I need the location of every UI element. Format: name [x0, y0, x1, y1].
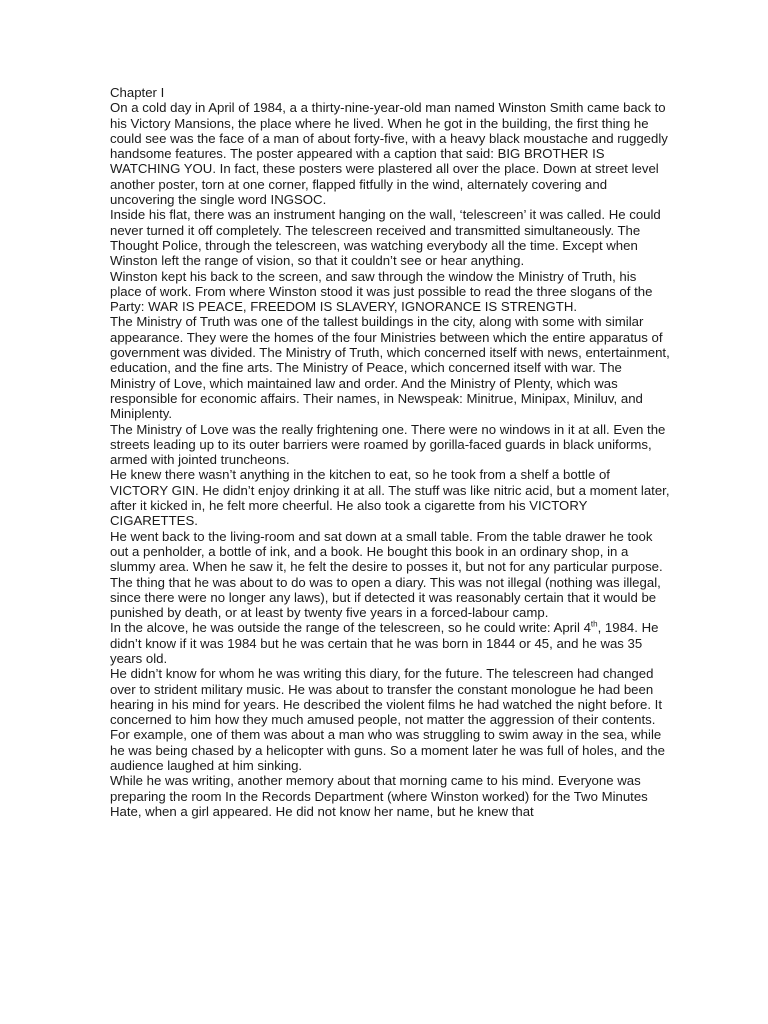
paragraph-8: The thing that he was about to do was to open a diary. This was not illegal (nothing was illegal, since there were no longer any laws), but if detected it was reasonably certain that it would be punished by death, or at least by twenty five years in a forced-labour camp.	[110, 574, 661, 621]
paragraph-2: Inside his flat, there was an instrument hanging on the wall, ‘telescreen’ it was called. He could never turned it off completely. The telescreen received and transmitted simultaneously. The Thought Police, through the telescreen, was watching everybody all the time. Except when Winston left the range of vision, so that it couldn’t see or hear anything.	[110, 207, 661, 269]
document-body	[110, 85, 670, 819]
ordinal-suffix: th	[590, 620, 598, 629]
paragraph-3: Winston kept his back to the screen, and saw through the window the Ministry of Truth, his place of work. From where Winston stood it was just possible to read the three slogans of the Party: WAR IS PEACE, FREEDOM IS SLAVERY, IGNORANCE IS STRENGTH.	[110, 268, 653, 315]
chapter-title: Chapter I	[110, 85, 165, 100]
paragraph-5: The Ministry of Love was the really frightening one. There were no windows in it at all. Even the streets leading up to its outer barriers were roamed by gorilla-faced guards in black uniforms, armed with jointed truncheons.	[110, 421, 666, 468]
paragraph-10: He didn’t know for whom he was writing this diary, for the future. The telescreen had changed over to strident military music. He was about to transfer the constant monologue he had been hearing in his mind for years. He described the violent films he had watched the night before. It concerned to him how they much amused people, not matter the aggression of their contents. For example, one of them was about a man who was struggling to swim away in the sea, while he was being chased by a helicopter with guns. So a moment later he was full of holes, and the audience laughed at him sinking.	[110, 666, 665, 774]
paragraph-4: The Ministry of Truth was one of the tallest buildings in the city, along with some with similar appearance. They were the homes of the four Ministries between which the entire apparatus of government was divided. The Ministry of Truth, which concerned itself with news, entertainment, education, and the fine arts. The Ministry of Peace, which concerned itself with war. The Ministry of Love, which maintained law and order. And the Ministry of Plenty, which was responsible for economic affairs. Their names, in Newspeak: Minitrue, Minipax, Miniluv, and Miniplenty.	[110, 314, 670, 422]
paragraph-9-after: , 1984. He didn’t know if it was 1984 but he was certain that he was born in 1844 or 45, and he was 35 years old.	[110, 620, 659, 666]
paragraph-9-before: In the alcove, he was outside the range of the telescreen, so he could write: April 4	[110, 620, 591, 636]
paragraph-9	[110, 620, 670, 666]
paragraph-7: He went back to the living-room and sat down at a small table. From the table drawer he took out a penholder, a bottle of ink, and a book. He bought this book in an ordinary shop, in a slummy area. When he saw it, he felt the desire to posses it, but not for any particular purpose.	[110, 528, 663, 575]
paragraph-11: While he was writing, another memory about that morning came to his mind. Everyone was preparing the room In the Records Department (where Winston worked) for the Two Minutes Hate, when a girl appeared. He did not know her name, but he knew that	[110, 773, 648, 819]
paragraph-6: He knew there wasn’t anything in the kitchen to eat, so he took from a shelf a bottle of VICTORY GIN. He didn’t enjoy drinking it at all. The stuff was like nitric acid, but a moment later, after it kicked in, he felt more cheerful. He also took a cigarette from his VICTORY CIGARETTES.	[110, 467, 670, 529]
paragraph-1: On a cold day in April of 1984, a a thirty-nine-year-old man named Winston Smith came back to his Victory Mansions, the place where he lived. When he got in the building, the first thing he could see was the face of a man of about forty-five, with a heavy black moustache and ruggedly handsome features. The poster appeared with a caption that said: BIG BROTHER IS WATCHING YOU. In fact, these posters were plastered all over the place. Down at street level another poster, torn at one corner, flapped fitfully in the wind, alternately covering and uncovering the single word INGSOC.	[110, 100, 668, 208]
